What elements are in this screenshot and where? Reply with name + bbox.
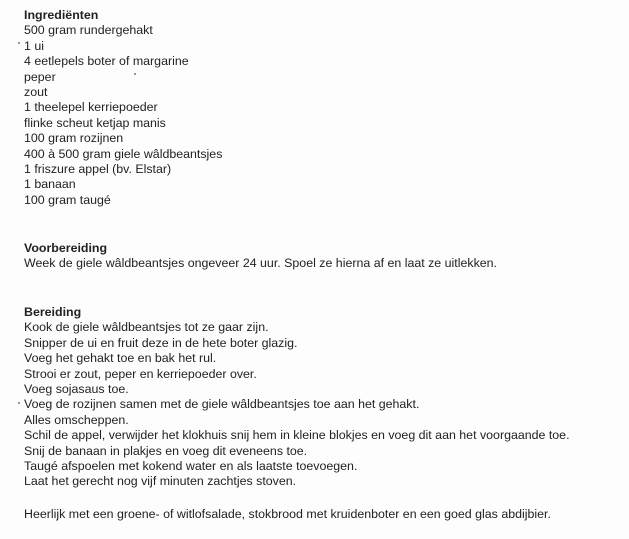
ingredient-item: 1 theelepel kerriepoeder xyxy=(24,100,158,115)
ingredients-heading: Ingrediënten xyxy=(24,8,99,22)
method-step: Snipper de ui en fruit deze in de hete boter glazig. xyxy=(24,335,298,350)
scan-speck xyxy=(134,73,136,75)
ingredient-item: 100 gram taugé xyxy=(24,192,111,207)
method-step: Alles omscheppen. xyxy=(24,412,129,427)
method-step: Voeg het gehakt toe en bak het rul. xyxy=(24,351,217,366)
ingredient-item: 400 à 500 gram giele wâldbeantsjes xyxy=(24,146,223,161)
method-step: Voeg sojasaus toe. xyxy=(24,382,129,397)
ingredient-item: 1 banaan xyxy=(24,177,76,192)
method-step: Snij de banaan in plakjes en voeg dit eveneens toe. xyxy=(24,443,308,458)
method-step: Taugé afspoelen met kokend water en als laatste toevoegen. xyxy=(24,459,358,474)
method-step: Schil de appel, verwijder het klokhuis snij hem in kleine blokjes en voeg dit aan het voorgaande toe. xyxy=(24,428,570,443)
method-heading: Bereiding xyxy=(24,305,82,319)
ingredient-item: flinke scheut ketjap manis xyxy=(24,115,166,130)
method-section xyxy=(24,305,619,490)
ingredient-item: 1 friszure appel (bv. Elstar) xyxy=(24,162,172,177)
method-step: Strooi er zout, peper en kerriepoeder over. xyxy=(24,366,257,381)
method-step: Laat het gerecht nog vijf minuten zachtjes stoven. xyxy=(24,474,297,489)
ingredient-item: 4 eetlepels boter of margarine xyxy=(24,54,189,69)
method-step: Voeg de rozijnen samen met de giele wâldbeantsjes toe aan het gehakt. xyxy=(24,397,420,412)
scan-speck xyxy=(18,42,20,44)
ingredients-section xyxy=(24,8,619,208)
ingredient-item: zout xyxy=(24,85,48,100)
ingredient-item: 100 gram rozijnen xyxy=(24,131,124,146)
preparation-line: Week de giele wâldbeantsjes ongeveer 24 uur. Spoel ze hierna af en laat ze uitlekken. xyxy=(24,256,497,271)
scan-speck xyxy=(18,402,20,404)
method-step: Kook de giele wâldbeantsjes tot ze gaar zijn. xyxy=(24,320,269,335)
ingredient-item: peper xyxy=(24,69,56,84)
serving-section xyxy=(24,507,619,522)
preparation-heading: Voorbereiding xyxy=(24,241,108,255)
serving-suggestion: Heerlijk met een groene- of witlofsalade, stokbrood met kruidenboter en een goed glas abdijbier. xyxy=(24,507,551,521)
preparation-section xyxy=(24,241,619,272)
ingredient-item: 1 ui xyxy=(24,38,44,53)
ingredient-item: 500 gram rundergehakt xyxy=(24,23,153,38)
